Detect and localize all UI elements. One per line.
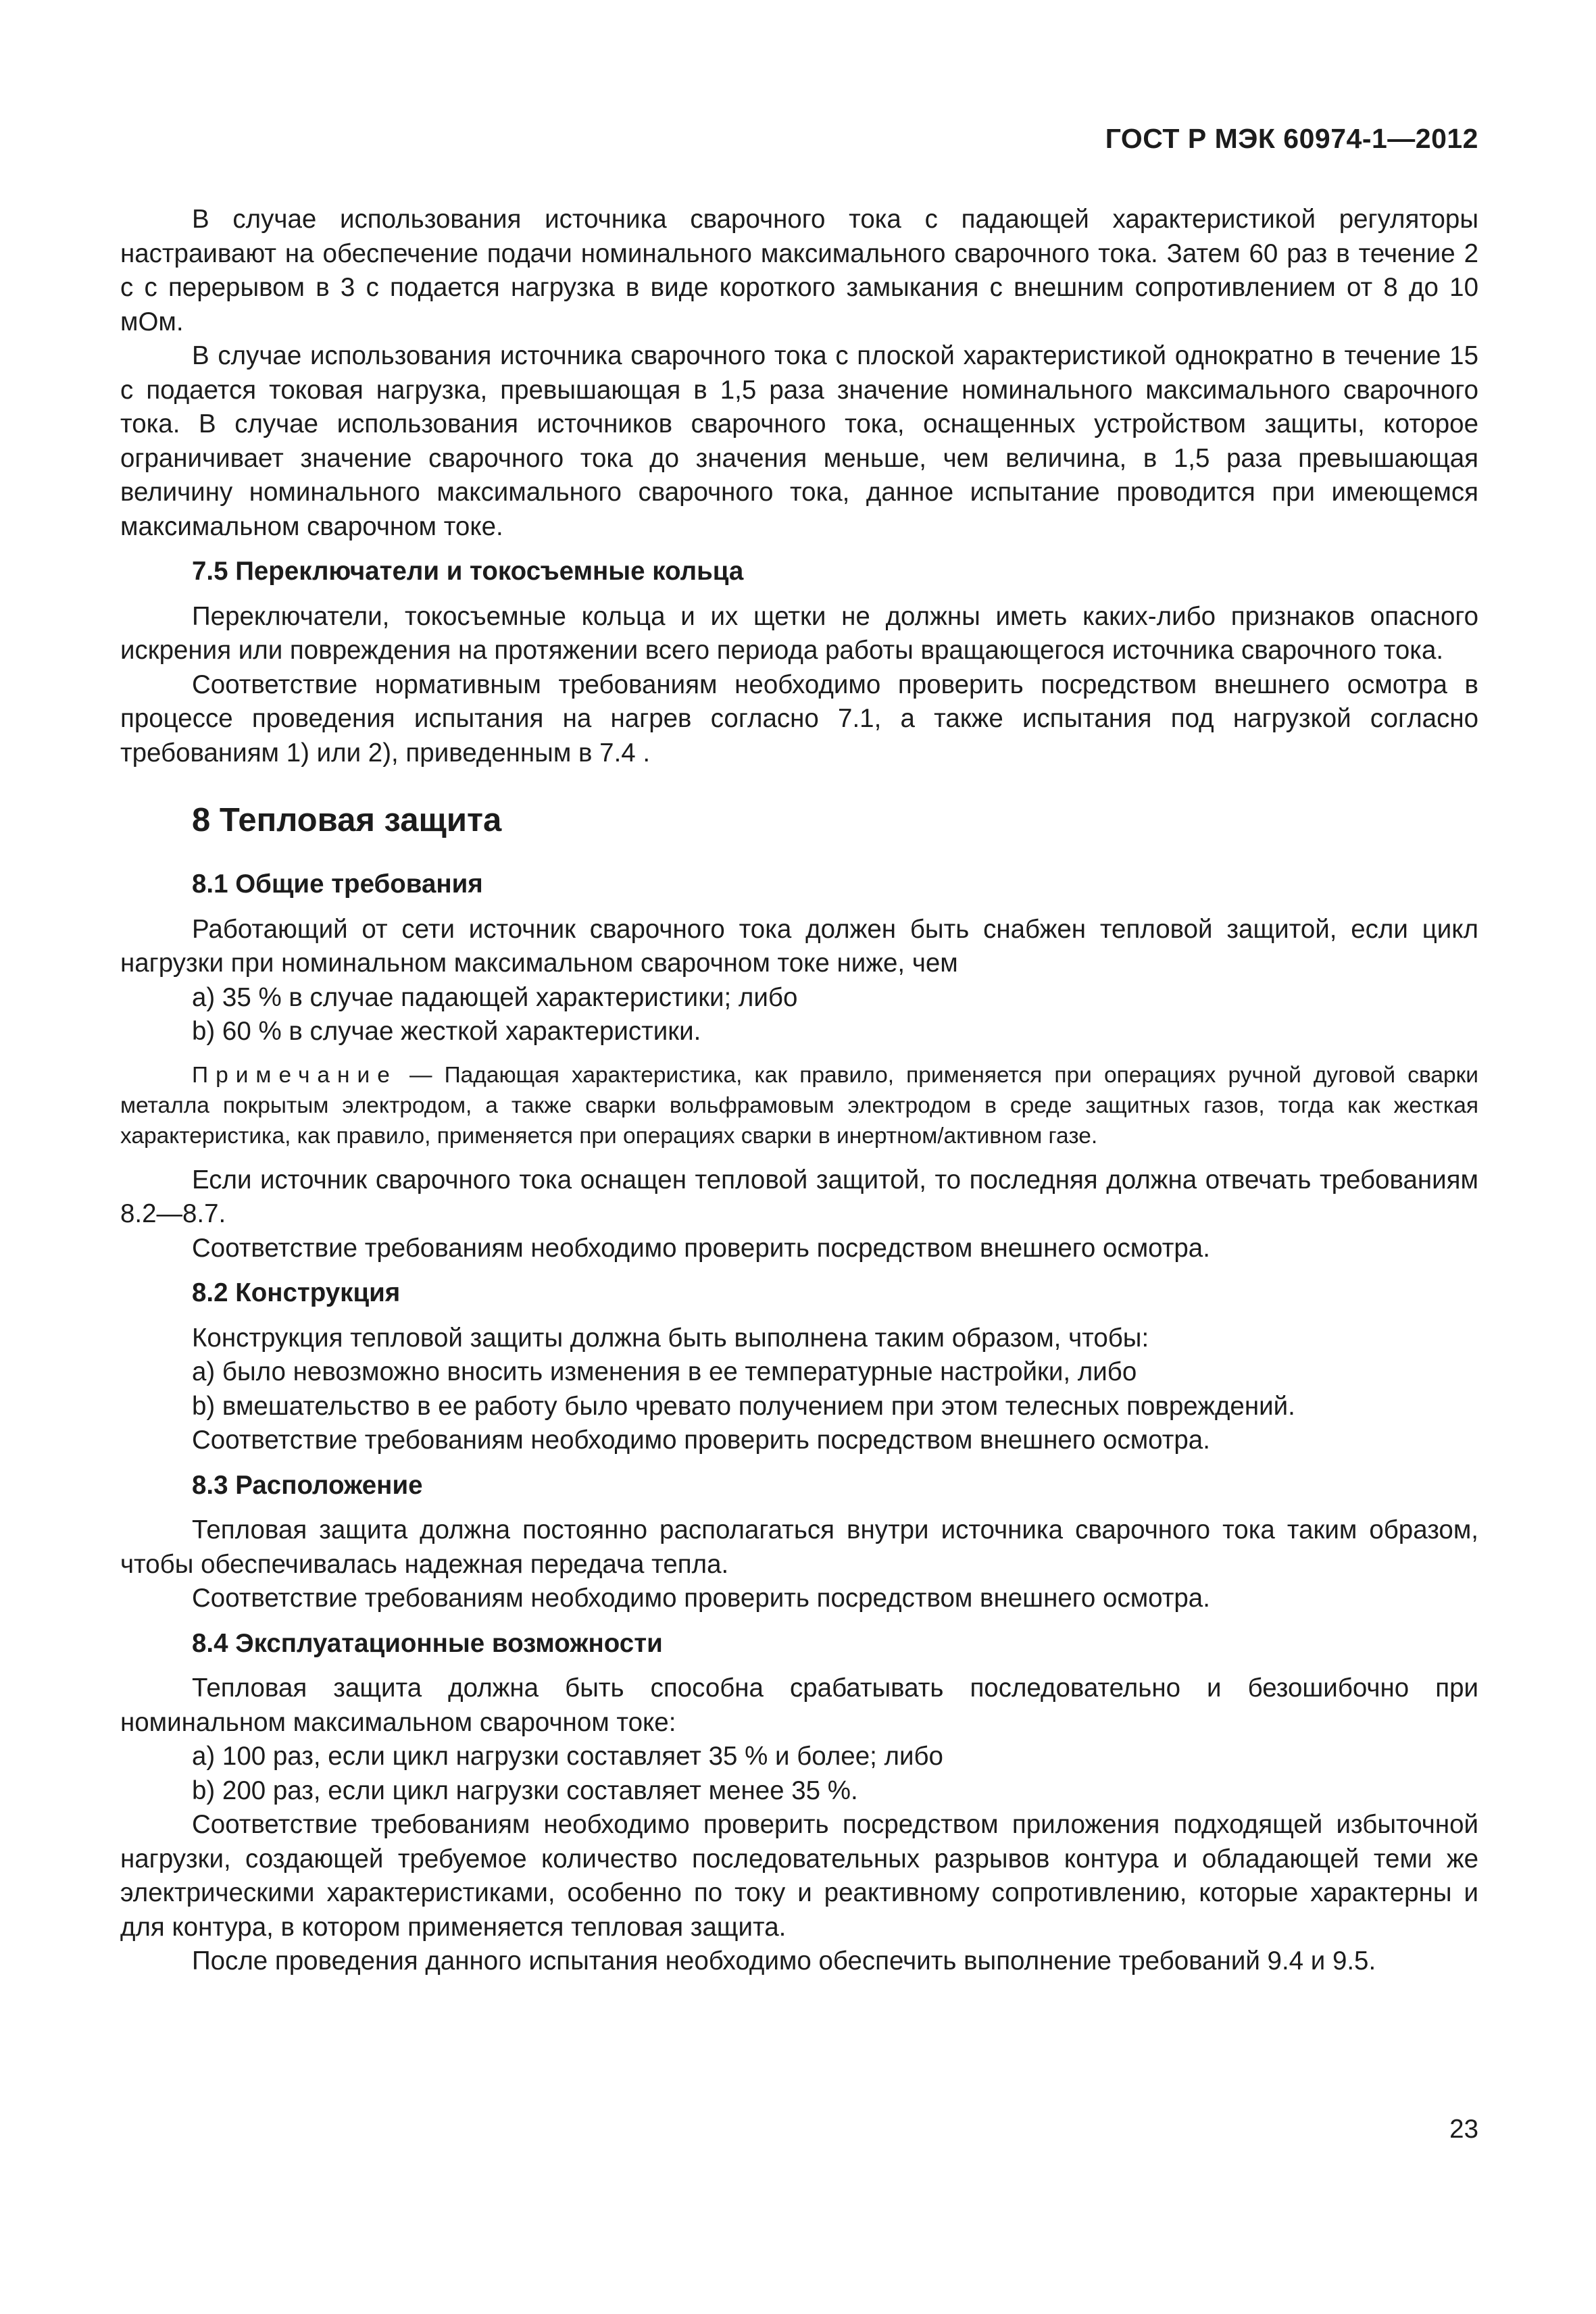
section-heading-7-5: 7.5 Переключатели и токосъемные кольца bbox=[192, 557, 744, 586]
section-heading-8-1: 8.1 Общие требования bbox=[192, 870, 483, 899]
note-text: — Падающая характеристика, как правило, применяется при операциях ручной дуговой сварки металла покрытым электродом, а также сварки вольфрамовым электродом в среде защитных газов, тогда как жесткая характеристика, как правило, применяется при операциях сварки в инертном/активном газе. bbox=[120, 1062, 1478, 1149]
paragraph: В случае использования источника сварочного тока с падающей характеристикой регуляторы настраивают на обеспечение подачи номинального максимального сварочного тока. Затем 60 раз в течение 2 с с перерывом в 3 с подается нагрузка в виде короткого замыкания с внешним сопротивлением от 8 до 10 мОм. bbox=[120, 205, 1478, 336]
page-body bbox=[120, 203, 1478, 1979]
paragraph: Если источник сварочного тока оснащен тепловой защитой, то последняя должна отвечать требованиям 8.2—8.7. bbox=[120, 1165, 1478, 1228]
section-heading-8-2: 8.2 Конструкция bbox=[192, 1278, 401, 1307]
list-item: a) было невозможно вносить изменения в ее температурные настройки, либо bbox=[192, 1357, 1137, 1386]
paragraph: Работающий от сети источник сварочного тока должен быть снабжен тепловой защитой, если цикл нагрузки при номинальном максимальном сварочном токе ниже, чем bbox=[120, 914, 1478, 978]
note-label: Примечание bbox=[192, 1062, 397, 1088]
paragraph: Переключатели, токосъемные кольца и их щетки не должны иметь каких-либо признаков опасного искрения или повреждения на протяжении всего периода работы вращающегося источника сварочного тока. bbox=[120, 601, 1478, 665]
paragraph: Тепловая защита должна быть способна срабатывать последовательно и безошибочно при номинальном максимальном сварочном токе: bbox=[120, 1674, 1478, 1737]
paragraph: После проведения данного испытания необходимо обеспечить выполнение требований 9.4 и 9.5. bbox=[192, 1946, 1376, 1976]
list-item: b) вмешательство в ее работу было чревато получением при этом телесных повреждений. bbox=[192, 1391, 1295, 1421]
paragraph: Соответствие нормативным требованиям необходимо проверить посредством внешнего осмотра в процессе проведения испытания на нагрев согласно 7.1, а также испытания под нагрузкой согласно требованиям 1) или 2), приведенным в 7.4 . bbox=[120, 670, 1478, 768]
paragraph: Соответствие требованиям необходимо проверить посредством внешнего осмотра. bbox=[192, 1584, 1210, 1613]
page-number: 23 bbox=[1449, 2115, 1478, 2144]
section-heading-8-3: 8.3 Расположение bbox=[192, 1470, 423, 1500]
list-item: b) 60 % в случае жесткой характеристики. bbox=[192, 1017, 701, 1046]
paragraph: Конструкция тепловой защиты должна быть выполнена таким образом, чтобы: bbox=[192, 1323, 1149, 1353]
note bbox=[120, 1060, 1478, 1151]
list-item: a) 100 раз, если цикл нагрузки составляет 35 % и более; либо bbox=[192, 1742, 943, 1771]
list-item: a) 35 % в случае падающей характеристики; либо bbox=[192, 982, 798, 1012]
list-item: b) 200 раз, если цикл нагрузки составляет менее 35 %. bbox=[192, 1776, 858, 1805]
section-heading-8-4: 8.4 Эксплуатационные возможности bbox=[192, 1628, 663, 1658]
chapter-heading-8: 8 Тепловая защита bbox=[192, 802, 502, 838]
document-id-header: ГОСТ Р МЭК 60974-1—2012 bbox=[1105, 123, 1478, 154]
paragraph: Соответствие требованиям необходимо проверить посредством приложения подходящей избыточной нагрузки, создающей требуемое количество последовательных разрывов контура и обладающей теми же электрическими характеристиками, особенно по току и реактивному сопротивлению, которые характерны и для контура, в котором применяется тепловая защита. bbox=[120, 1810, 1478, 1942]
paragraph: Соответствие требованиям необходимо проверить посредством внешнего осмотра. bbox=[192, 1426, 1210, 1455]
paragraph: Тепловая защита должна постоянно располагаться внутри источника сварочного тока таким образом, чтобы обеспечивалась надежная передача тепла. bbox=[120, 1515, 1478, 1579]
paragraph: Соответствие требованиям необходимо проверить посредством внешнего осмотра. bbox=[192, 1233, 1210, 1263]
paragraph: В случае использования источника сварочного тока с плоской характеристикой однократно в течение 15 с подается токовая нагрузка, превышающая в 1,5 раза значение номинального максимального сварочного тока. В случае использования источников сварочного тока, оснащенных устройством защиты, которое ограничивает значение сварочного тока до значения меньше, чем величина, в 1,5 раза превышающая величину номинального максимального сварочного тока, данное испытание проводится при имеющемся максимальном сварочном токе. bbox=[120, 341, 1478, 541]
